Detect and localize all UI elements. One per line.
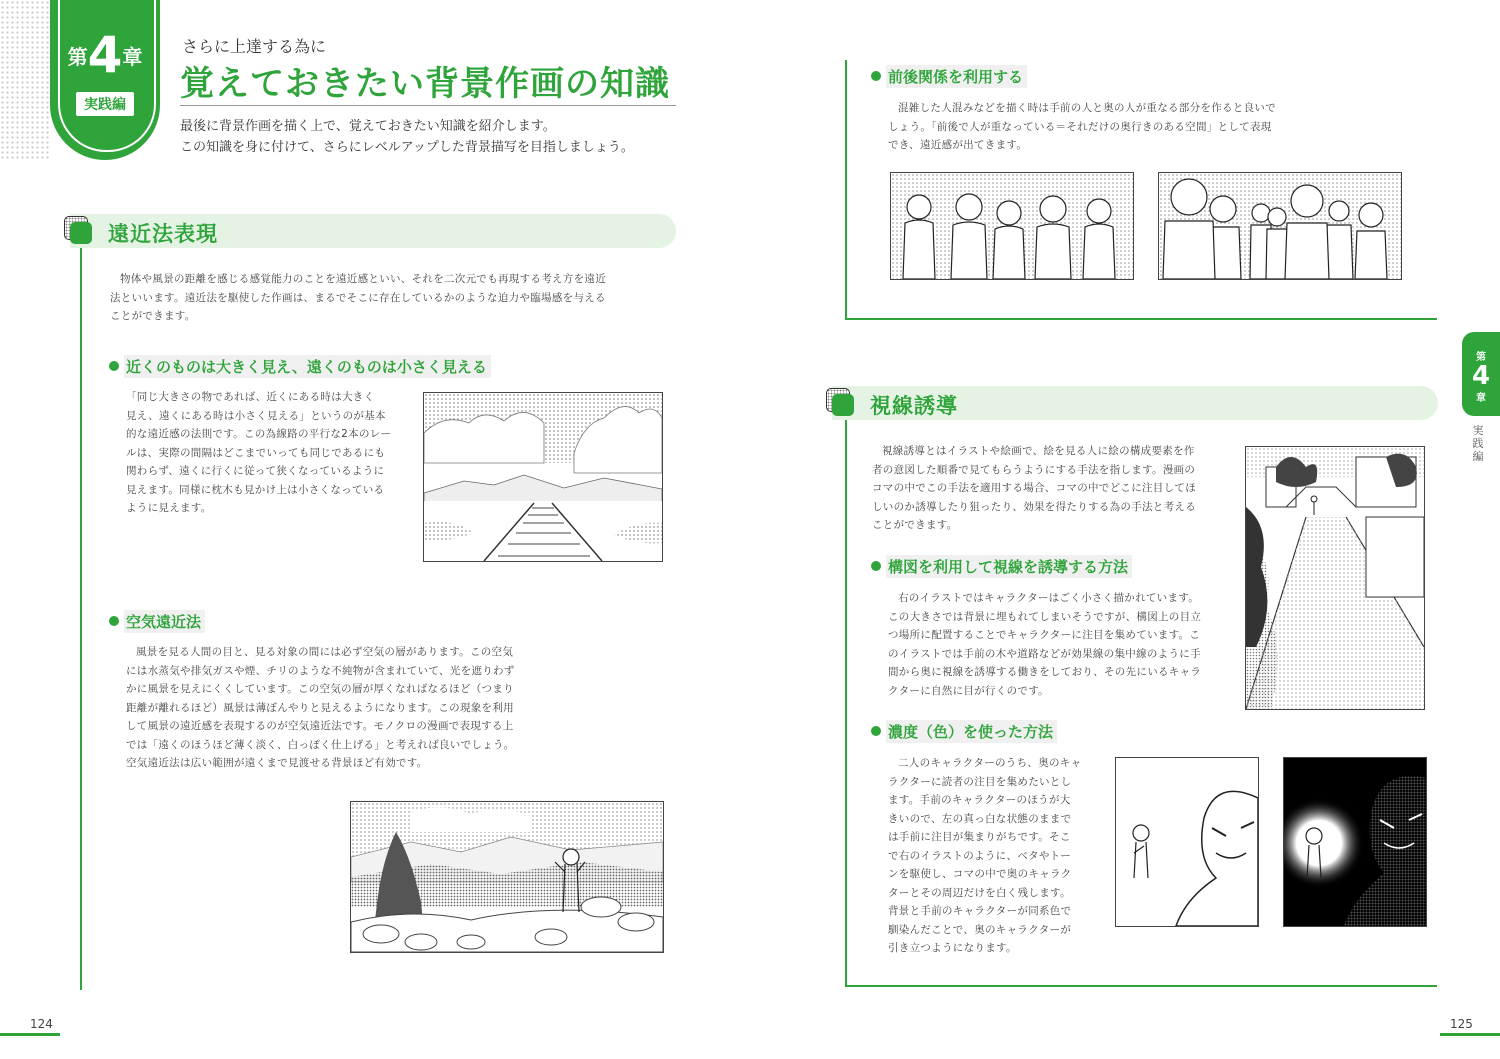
chapter-side-label: 実践編 [1472, 424, 1484, 463]
bullet-icon [871, 561, 881, 571]
section-rule-bottom [845, 318, 1437, 320]
halftone-corner [0, 0, 50, 160]
page-number-left: 124 [30, 1017, 53, 1031]
subsection-heading: 近くのものは大きく見え、遠くのものは小さく見える [124, 355, 491, 378]
crowd-illustration-right [1158, 172, 1402, 280]
section-title: 視線誘導 [870, 394, 958, 418]
bullet-icon [109, 361, 119, 371]
characters-white-panel [1115, 757, 1259, 927]
subsection-heading: 前後関係を利用する [886, 65, 1027, 88]
chapter-side-tab: 第 4 章 [1462, 332, 1500, 416]
subsection-body: 混雑した人混みなどを描く時は手前の人と奥の人が重なる部分を作ると良いで しょう。「前後で人が重なっている＝それだけの奥行きのある空間」として表現 でき、遠近感が出てきます。 [888, 102, 1276, 151]
page-footer-line [1440, 1033, 1500, 1036]
crowd-illustration-left [890, 172, 1134, 280]
page-footer-line [0, 1033, 60, 1036]
section-rule-vertical [845, 60, 847, 320]
section-rule-bottom [845, 985, 1437, 987]
railway-illustration [423, 392, 663, 562]
intro-text: 最後に背景作画を描く上で、覚えておきたい知識を紹介します。 この知識を身に付けて、さらにレベルアップした背景描写を目指しましょう。 [180, 119, 634, 155]
bullet-icon [871, 71, 881, 81]
bullet-icon [109, 616, 119, 626]
section-icon [64, 216, 92, 244]
subsection-body: 二人のキャラクターのうち、奥のキャ ラクターに読者の注目を集めたいとし ます。手前のキャラクターのほうが大 きいので、左の真っ白な状態のままで は手前に注目が集まりがちです。そこ で右のイラストのように、ベタやトー ンを駆使し、コマの中で奥のキャラク ターとその周辺だけを白く残します。 背景と手前のキャラクターが同系色で 馴染んだことで、奥のキャラクターが 引き立つようになります。 [888, 757, 1082, 954]
characters-dark-panel [1283, 757, 1427, 927]
landscape-illustration [350, 801, 664, 953]
section-body: 物体や風景の距離を感じる感覚能力のことを遠近感といい、それを二次元でも再現する考え方を遠近 法といいます。遠近法を駆使した作画は、まるでそこに存在しているかのような迫力や臨場感を与える ことができます。 [110, 273, 606, 322]
section-rule-vertical [845, 420, 847, 986]
bullet-icon [871, 726, 881, 736]
page-title: 覚えておきたい背景作画の知識 [180, 64, 670, 104]
chapter-number: 第4章 [67, 26, 143, 84]
subsection-body: 右のイラストではキャラクターはごく小さく描かれています。 この大きさでは背景に埋もれてしまいそうですが、構図上の目立 つ場所に配置することでキャラクターに注目を集めています。こ のイラストでは手前の木や道路などが効果線の集中線のように手 間から奥に視線を誘導する働きをしており、その先にいるキャラ クターに自然に目が行くのです。 [888, 592, 1202, 697]
section-title: 遠近法表現 [108, 222, 218, 246]
title-divider [180, 105, 676, 106]
section-rule-vertical [80, 248, 82, 990]
subsection-heading: 構図を利用して視線を誘導する方法 [886, 555, 1132, 578]
page-number-right: 125 [1450, 1017, 1473, 1031]
subsection-heading: 濃度（色）を使った方法 [886, 720, 1057, 743]
section-icon [826, 388, 854, 416]
section-body: 視線誘導とはイラストや絵画で、絵を見る人に絵の構成要素を作 者の意図した順番で見てもらうようにする手法を指します。漫画の コマの中でこの手法を適用する場合、コマの中でどこに注目してほ しいのか誘導したり狙ったり、効果を得たりする為の手法と考える ことができます。 [872, 445, 1196, 531]
subsection-body: 風景を見る人間の目と、見る対象の間には必ず空気の層があります。この空気 には水蒸気や排気ガスや煙、チリのような不純物が含まれていて、光を遮りわず かに風景を見えにくくしています。この空気の層が厚くなればなるほど（つまり 距離が離れるほど）風景は薄ぼんやりと見えるようになります。この現象を利用 して風景の遠近感を表現するのが空気遠近法です。モノクロの漫画で表現する上 では「遠くのほうほど薄く淡く、白っぽく仕上げる」と考えれば良いでしょう。 空気遠近法は広い範囲が遠くまで見渡せる背景ほど有効です。 [126, 646, 515, 769]
subsection-heading: 空気遠近法 [124, 610, 205, 633]
page-subtitle: さらに上達する為に [182, 37, 327, 56]
street-illustration [1245, 446, 1425, 710]
chapter-part-label: 実践編 [76, 92, 134, 116]
subsection-body: 「同じ大きさの物であれば、近くにある時は大きく 見え、遠くにある時は小さく見える」というのが基本 的な遠近感の法則です。この為線路の平行な2本のレー ルは、実際の間隔はどこまでいっても同じであるにも 関わらず、遠くに行くに従って狭くなっているように 見えます。同様に枕木も見かけ上は小さくなっている ように見えます。 [126, 391, 392, 514]
